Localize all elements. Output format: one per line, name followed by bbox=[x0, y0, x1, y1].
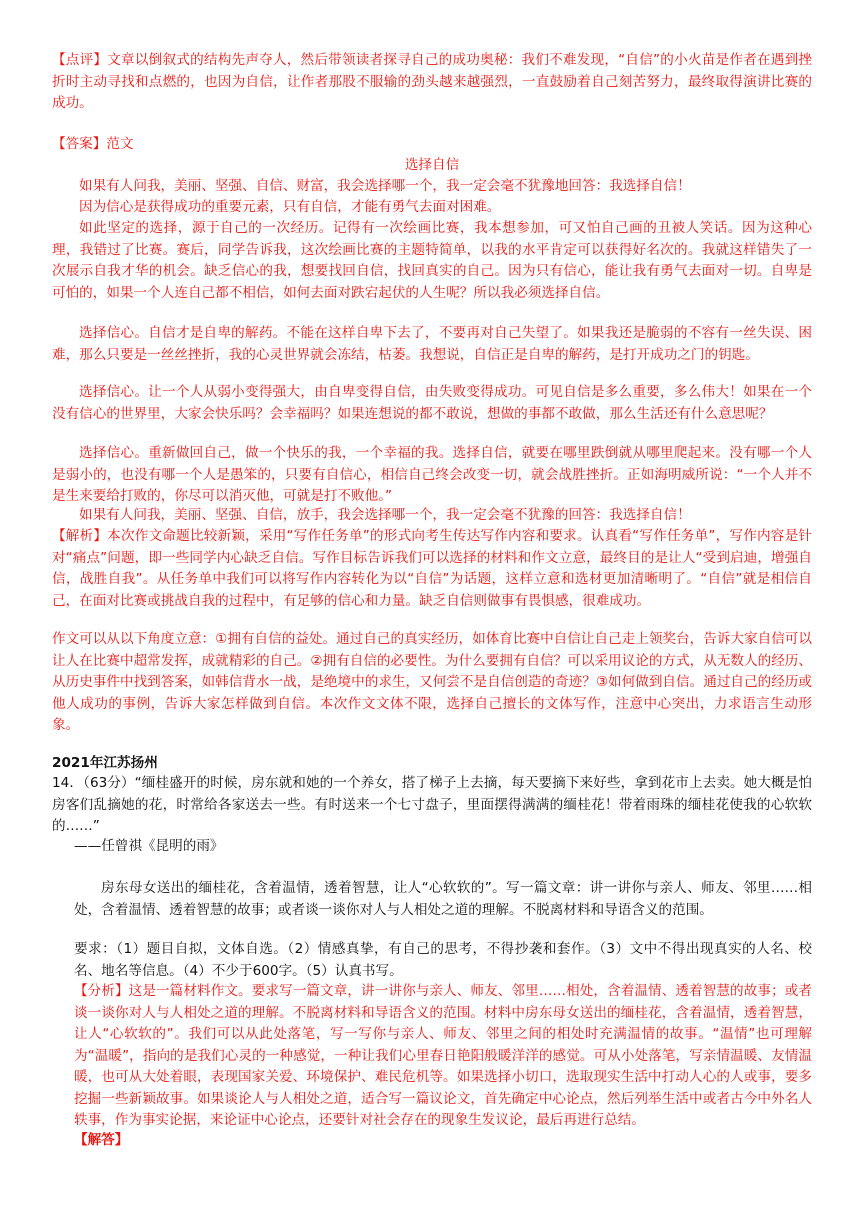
essay-paragraph: 如此坚定的选择，源于自己的一次经历。记得有一次绘画比赛，我本想参加，可又怕自己画的丑被人笑话。因为这种心理，我错过了比赛。赛后，同学告诉我，这次绘画比赛的主题特简单，以我的水平肯定可以获得好名次的。我就这样错失了一次展示自我才华的机会。缺乏信心的我，想要找回自信，找回真实的自己。因为只有信心，能让我有勇气去面对一切。自卑是可怕的，如果一个人连自己都不相信，如何去面对跌宕起伏的人生呢？所以我必须选择自信。 bbox=[52, 220, 812, 301]
essay-paragraph: 如果有人问我，美丽、坚强、自信、财富，我会选择哪一个，我一定会毫不犹豫地回答：我选择自信！ bbox=[79, 178, 691, 194]
essay-paragraph: 选择信心。自信才是自卑的解药。不能在这样自卑下去了，不要再对自己失望了。如果我还是脆弱的不容有一丝失误、困难，那么只要是一丝丝挫折，我的心灵世界就会冻结，枯萎。我想说，自信正是自卑的解药，是打开成功之门的钥匙。 bbox=[52, 325, 812, 363]
answer-label: 【答案】范文 bbox=[52, 136, 134, 152]
analysis-paragraph: 【解析】本次作文命题比较新颖，采用“写作任务单”的形式向考生传达写作内容和要求。认真看“写作任务单”，写作内容是针对“痛点”问题，即一些同学内心缺乏自信。写作目标告诉我们可以选择的材料和作文立意，最终目的是让人“受到启迪，增强自信，战胜自我”。从任务单中我们可以将写作内容转化为以“自信”为话题，这样立意和选材更加清晰明了。“自信”就是相信自己，在面对比赛或挑战自我的过程中，有足够的信心和力量。缺乏自信则做事有畏惧感，很难成功。 bbox=[52, 528, 812, 609]
question-prompt: 房东母女送出的缅桂花，含着温情，透着智慧，让人“心软软的”。写一篇文章：讲一讲你与亲人、师友、邻里……相处，含着温情、透着智慧的故事；或者谈一谈你对人与人相处之道的理解。不脱离材料和导语含义的范围。 bbox=[74, 880, 812, 918]
question-paragraph: 14．（63分）“缅桂盛开的时候，房东就和她的一个养女，搭了梯子上去摘，每天要摘下来好些，拿到花市上去卖。她大概是怕房客们乱摘她的花，时常给各家送去一些。有时送来一个七寸盘子，里面摆得满满的缅桂花！带着雨珠的缅桂花使我的心软软的……” bbox=[52, 775, 812, 834]
essay-title: 选择自信 bbox=[404, 157, 460, 173]
question-source: ——任曾祺《昆明的雨》 bbox=[74, 838, 224, 854]
essay-paragraph: 如果有人问我，美丽、坚强、自信，放手，我会选择哪一个，我一定会毫不犹豫的回答：我选择自信！ bbox=[79, 507, 691, 523]
section-heading: 2021年江苏扬州 bbox=[52, 755, 158, 771]
angles-paragraph: 作文可以从以下角度立意：①拥有自信的益处。通过自己的真实经历，如体育比赛中自信让自己走上领奖台，告诉大家自信可以让人在比赛中超常发挥，成就精彩的自己。②拥有自信的必要性。为什么要拥有自信？可以采用议论的方式，从无数人的经历、从历史事件中找到答案，如韩信背水一战，是绝境中的求生，又何尝不是自信创造的奇迹？③如何做到自信。通过自己的经历或他人成功的事例，告诉大家怎样做到自信。本次作文文体不限，选择自己擅长的文体写作，注意中心突出，力求语言生动形象。 bbox=[52, 631, 812, 733]
question-requirements: 要求：（1）题目自拟，文体自选。（2）情感真挚，有自己的思考，不得抄袭和套作。（3）文中不得出现真实的人名、校名、地名等信息。（4）不少于600字。（5）认真书写。 bbox=[74, 941, 812, 979]
analysis-paragraph-2: 【分析】这是一篇材料作文。要求写一篇文章，讲一讲你与亲人、师友、邻里……相处，含着温情、透着智慧的故事；或者谈一谈你对人与人相处之道的理解。不脱离材料和导语含义的范围。材料中房东母女送出的缅桂花，含着温情，透着智慧，让人“心软软的”。我们可以从此处落笔，写一写你与亲人、师友、邻里之间的相处时充满温情的故事。“温情”也可理解为“温暖”，指向的是我们心灵的一种感觉，一种让我们心里春日艳阳般暖洋洋的感觉。可从小处落笔，写亲情温暖、友情温暖，也可从大处着眼，表现国家关爱、环境保护、难民危机等。如果选择小切口，选取现实生活中打动人心的人或事，要多挖掘一些新颖故事。如果谈论人与人相处之道，适合写一篇议论文，首先确定中心论点，然后列举生活中或者古今中外名人轶事，作为事实论据，来论证中心论点，还要针对社会存在的现象生发议论，最后再进行总结。 bbox=[74, 983, 812, 1128]
answer-label-2: 【解答】 bbox=[74, 1132, 129, 1148]
essay-paragraph: 因为信心是获得成功的重要元素，只有自信，才能有勇气去面对困难。 bbox=[79, 199, 501, 215]
essay-paragraph: 选择信心。让一个人从弱小变得强大，由自卑变得自信，由失败变得成功。可见自信是多么重要，多么伟大！如果在一个没有信心的世界里，大家会快乐吗？会幸福吗？如果连想说的都不敢说，想做的事都不敢做，那么生活还有什么意思呢？ bbox=[52, 384, 812, 422]
comment-paragraph: 【点评】文章以倒叙式的结构先声夺人，然后带领读者探寻自己的成功奥秘：我们不难发现，“自信”的小火苗是作者在遇到挫折时主动寻找和点燃的，也因为自信，让作者那股不服输的劲头越来越强烈，一直鼓励着自己刻苦努力，最终取得演讲比赛的成功。 bbox=[52, 52, 812, 111]
essay-paragraph: 选择信心。重新做回自己，做一个快乐的我，一个幸福的我。选择自信，就要在哪里跌倒就从哪里爬起来。没有哪一个人是弱小的，也没有哪一个人是愚笨的，只要有自信心，相信自己终会改变一切，就会战胜挫折。正如海明威所说：“一个人并不是生来要给打败的，你尽可以消灭他，可就是打不败他。” bbox=[52, 445, 812, 504]
